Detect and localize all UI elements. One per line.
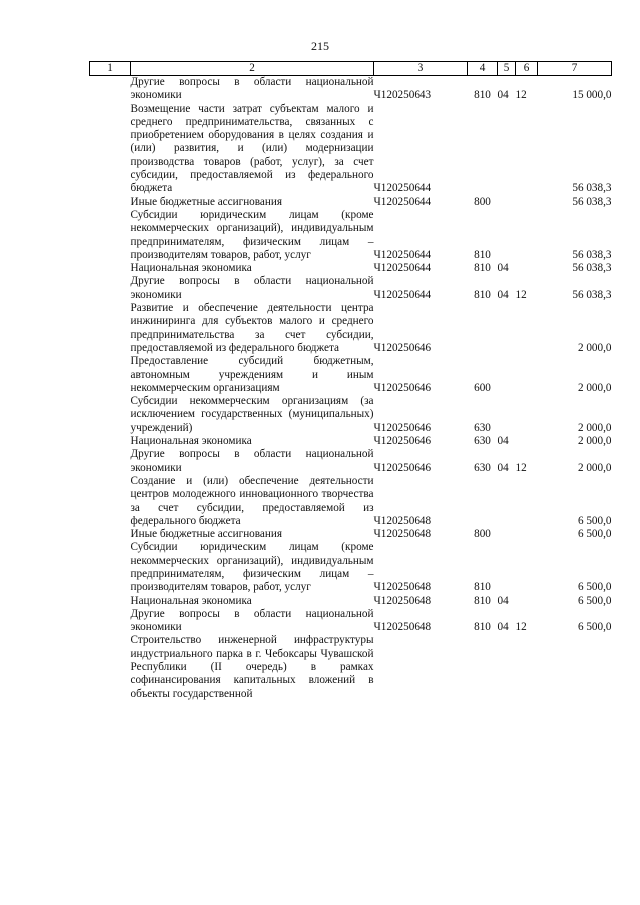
row-empty-cell: [90, 209, 131, 262]
table-body: [90, 76, 612, 701]
row-empty-cell: [90, 302, 131, 355]
row-amount: 6 500,0: [577, 594, 612, 607]
row-amount: 6 500,0: [577, 621, 612, 634]
row-target-code: Ч120250646: [373, 435, 432, 448]
row-subsection: [516, 541, 538, 594]
row-amount: 2 000,0: [577, 421, 612, 434]
budget-table: [89, 61, 612, 701]
row-subsection: [516, 355, 538, 395]
row-subsection: [516, 435, 538, 448]
table-row: [90, 395, 612, 435]
row-empty-cell: [90, 355, 131, 395]
table-row: [90, 541, 612, 594]
row-target-code: Ч120250646: [373, 341, 432, 354]
row-name: Субсидии некоммерческим организациям (за исключением государственных (муниципальных) учреждений): [130, 395, 374, 434]
row-empty-cell: [90, 395, 131, 435]
row-empty-cell: [90, 275, 131, 302]
row-expense-type: 810: [474, 89, 491, 102]
row-name: Субсидии юридическим лицам (кроме некоммерческих организаций), индивидуальным предпринимателям, физическим лицам – производителям товаров, работ, услуг: [130, 208, 374, 261]
row-expense-type: 630: [474, 421, 491, 434]
row-name: Предоставление субсидий бюджетным, автономным учреждениям и иным некоммерческим организациям: [130, 355, 374, 394]
row-empty-cell: [90, 595, 131, 608]
header-col-3: 3: [374, 62, 468, 76]
row-section: 04: [497, 461, 509, 474]
row-target-code: Ч120250648: [373, 581, 432, 594]
row-subsection: [516, 196, 538, 209]
row-target-code: Ч120250648: [373, 514, 432, 527]
row-name: Другие вопросы в области национальной экономики: [130, 76, 374, 102]
row-target-code: Ч120250646: [373, 421, 432, 434]
table-row: [90, 103, 612, 196]
row-name: Строительство инженерной инфраструктуры индустриального парка в г. Чебоксары Чувашской Республики (II очередь) в рамках софинансирования капитальных вложений в объекты государственной: [130, 634, 374, 700]
row-subsection: [516, 262, 538, 275]
row-empty-cell: [90, 448, 131, 475]
row-subsection: [516, 595, 538, 608]
table-row: [90, 209, 612, 262]
table-row: [90, 528, 612, 541]
row-amount: 56 038,3: [572, 182, 612, 195]
row-expense-type: 800: [474, 195, 491, 208]
row-empty-cell: [90, 435, 131, 448]
row-subsection: 12: [515, 621, 527, 634]
row-empty-cell: [90, 262, 131, 275]
table-row: [90, 448, 612, 475]
row-target-code: Ч120250643: [373, 89, 432, 102]
header-col-2: 2: [131, 62, 374, 76]
header-col-4: 4: [468, 62, 498, 76]
row-amount: 2 000,0: [577, 461, 612, 474]
row-section: [498, 634, 516, 700]
row-amount: 6 500,0: [577, 528, 612, 541]
row-section: [498, 209, 516, 262]
row-expense-type: 630: [474, 461, 491, 474]
row-amount: 6 500,0: [577, 581, 612, 594]
row-name: Национальная экономика: [130, 594, 252, 607]
row-target-code: Ч120250648: [373, 528, 432, 541]
row-subsection: [516, 302, 538, 355]
row-amount: 56 038,3: [572, 262, 612, 275]
row-subsection: [516, 103, 538, 196]
row-section: 04: [497, 288, 509, 301]
row-section: [498, 103, 516, 196]
header-col-5: 5: [498, 62, 516, 76]
row-target-code: Ч120250646: [373, 381, 432, 394]
row-expense-type: 600: [474, 381, 491, 394]
header-col-6: 6: [516, 62, 538, 76]
table-row: [90, 475, 612, 528]
row-name: Национальная экономика: [130, 435, 252, 448]
row-section: [498, 302, 516, 355]
row-name: Другие вопросы в области национальной экономики: [130, 448, 374, 474]
row-section: [498, 355, 516, 395]
row-name: Другие вопросы в области национальной экономики: [130, 275, 374, 301]
row-amount: 56 038,3: [572, 288, 612, 301]
table-row: [90, 634, 612, 700]
row-name: Субсидии юридическим лицам (кроме некоммерческих организаций), индивидуальным предпринимателям, физическим лицам – производителям товаров, работ, услуг: [130, 541, 374, 594]
row-subsection: [516, 634, 538, 700]
row-empty-cell: [90, 528, 131, 541]
row-subsection: [516, 209, 538, 262]
row-subsection: [516, 475, 538, 528]
row-name: Создание и (или) обеспечение деятельности центров молодежного инновационного творчества за счет субсидии, предоставляемой из федерального бюджета: [130, 474, 374, 527]
row-subsection: 12: [515, 288, 527, 301]
row-amount: 56 038,3: [572, 248, 612, 261]
row-target-code: Ч120250644: [373, 288, 432, 301]
table-row: [90, 435, 612, 448]
table-header-row: [90, 62, 612, 76]
row-expense-type: [468, 302, 498, 355]
row-subsection: 12: [515, 89, 527, 102]
row-amount: 56 038,3: [572, 195, 612, 208]
row-name: Другие вопросы в области национальной экономики: [130, 607, 374, 634]
row-expense-type: 810: [474, 262, 491, 275]
table-row: [90, 76, 612, 103]
row-empty-cell: [90, 475, 131, 528]
row-expense-type: 630: [474, 435, 491, 448]
row-name: Национальная экономика: [130, 262, 252, 275]
row-target-code: Ч120250646: [373, 461, 432, 474]
row-empty-cell: [90, 608, 131, 635]
row-expense-type: 810: [474, 581, 491, 594]
row-expense-type: 810: [474, 288, 491, 301]
row-name: Развитие и обеспечение деятельности центра инжиниринга для субъектов малого и среднего предпринимательства за счет субсидии, предоставляемой из федерального бюджета: [130, 302, 374, 354]
row-subsection: [516, 528, 538, 541]
row-section: 04: [497, 435, 509, 448]
row-amount: [538, 634, 612, 700]
row-target-code: Ч120250644: [373, 182, 432, 195]
row-subsection: 12: [515, 461, 527, 474]
table-row: [90, 196, 612, 209]
table-row: [90, 595, 612, 608]
row-target-code: Ч120250644: [373, 248, 432, 261]
row-expense-type: 810: [474, 594, 491, 607]
row-expense-type: 800: [474, 528, 491, 541]
row-expense-type: [468, 634, 498, 700]
table-row: [90, 275, 612, 302]
row-target-code: Ч120250648: [373, 594, 432, 607]
row-amount: 2 000,0: [577, 435, 612, 448]
row-section: [498, 528, 516, 541]
row-section: [498, 395, 516, 435]
row-name: Возмещение части затрат субъектам малого и среднего предпринимательства, связанных с приобретением оборудования в целях создания и (или) развития, и (или) модернизации производства товаров (работ, услуг), за счет субсидии, предоставляемой из федерального бюджета: [130, 102, 374, 195]
row-expense-type: [468, 475, 498, 528]
row-target-code: Ч120250644: [373, 195, 432, 208]
row-expense-type: 810: [474, 248, 491, 261]
row-target-code: Ч120250644: [373, 262, 432, 275]
table-row: [90, 262, 612, 275]
row-target-code: Ч120250648: [373, 621, 432, 634]
row-section: [498, 196, 516, 209]
row-name: Иные бюджетные ассигнования: [130, 195, 282, 208]
row-empty-cell: [90, 634, 131, 700]
header-col-7: 7: [538, 62, 612, 76]
row-section: 04: [497, 89, 509, 102]
row-amount: 6 500,0: [577, 514, 612, 527]
row-amount: 2 000,0: [577, 381, 612, 394]
header-col-1: 1: [90, 62, 131, 76]
row-name: Иные бюджетные ассигнования: [130, 528, 282, 541]
row-section: 04: [497, 621, 509, 634]
page-number: 215: [311, 39, 329, 53]
row-empty-cell: [90, 103, 131, 196]
row-empty-cell: [90, 541, 131, 594]
row-subsection: [516, 395, 538, 435]
table-row: [90, 608, 612, 635]
table-row: [90, 302, 612, 355]
row-section: 04: [497, 594, 509, 607]
row-empty-cell: [90, 76, 131, 103]
row-amount: 15 000,0: [572, 89, 612, 102]
row-amount: 2 000,0: [577, 341, 612, 354]
row-section: 04: [497, 262, 509, 275]
row-expense-type: [468, 103, 498, 196]
row-target-code: [374, 634, 468, 700]
row-empty-cell: [90, 196, 131, 209]
row-section: [498, 475, 516, 528]
table-row: [90, 355, 612, 395]
row-expense-type: 810: [474, 621, 491, 634]
row-section: [498, 541, 516, 594]
